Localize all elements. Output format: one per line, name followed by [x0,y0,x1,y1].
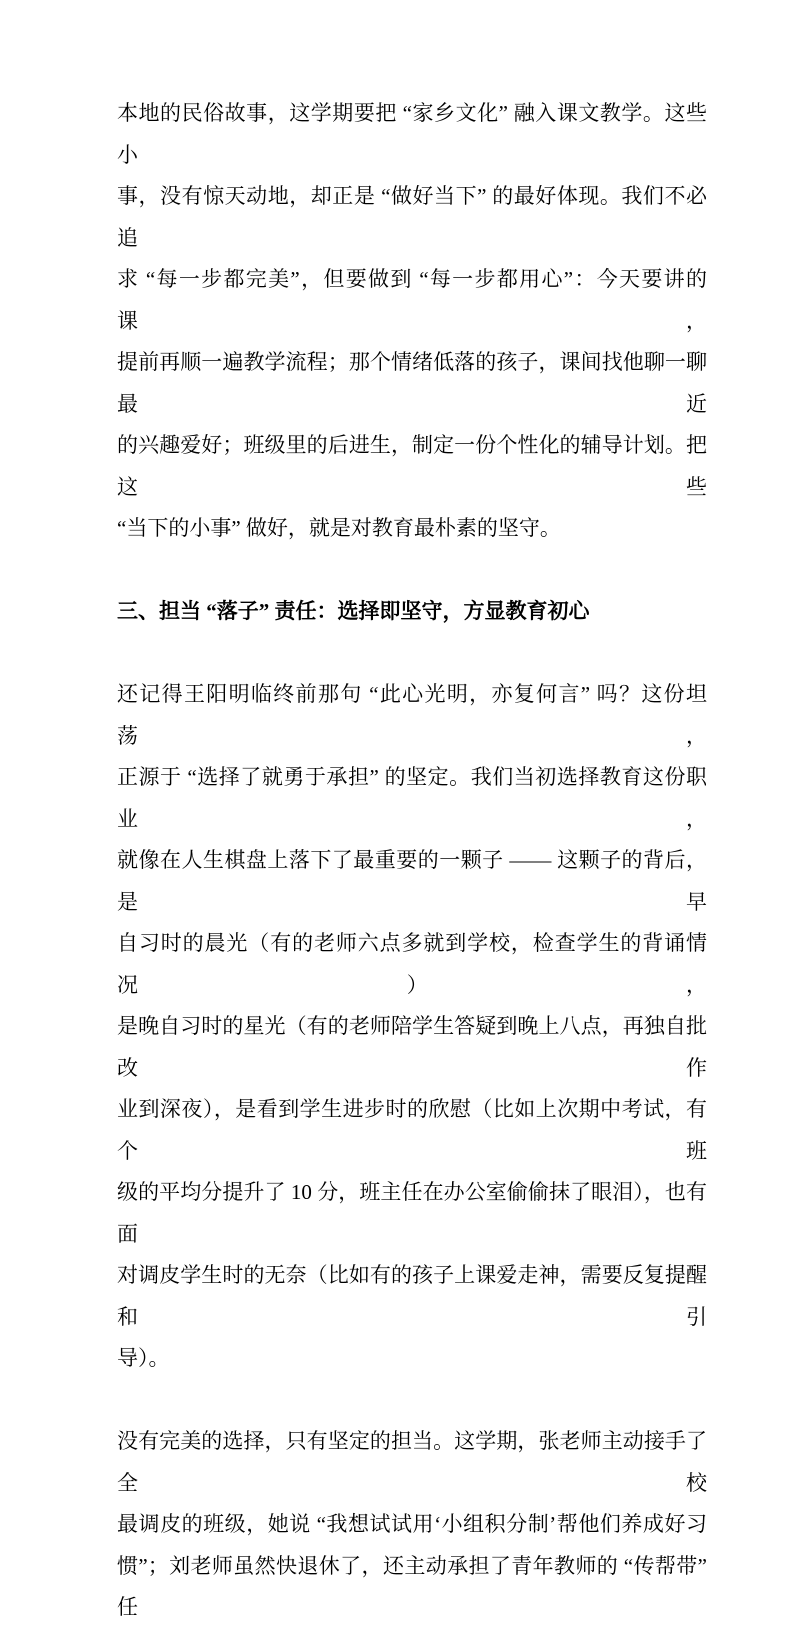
paragraph-wang-yangming [117,674,707,1380]
text-line: 导）。 [117,1346,170,1370]
text-line: 自习时的晨光（有的老师六点多就到学校，检查学生的背诵情况）， [117,931,707,997]
text-line: 对调皮学生时的无奈（比如有的孩子上课爱走神，需要反复提醒和引 [117,1263,707,1329]
text-line: 事，没有惊天动地，却正是 “做好当下” 的最好体现。我们不必追 [117,184,707,250]
text-line: 还记得王阳明临终前那句 “此心光明，亦复何言” 吗？这份坦荡， [117,682,707,748]
text-line: 本地的民俗故事，这学期要把 “家乡文化” 融入课文教学。这些小 [117,101,707,167]
text-line: 就像在人生棋盘上落下了最重要的一颗子 —— 这颗子的背后，是早 [117,848,707,914]
text-line: 最调皮的班级，她说 “我想试试用‘小组积分制’帮他们养成好习 [117,1512,707,1536]
section-heading-three [117,591,707,633]
text-line: 求 “每一步都完美”，但要做到 “每一步都用心”：今天要讲的课， [117,267,707,333]
text-line: 没有完美的选择，只有坚定的担当。这学期，张老师主动接手了全校 [117,1429,707,1495]
text-line: 是晚自习时的星光（有的老师陪学生答疑到晚上八点，再独自批改作 [117,1014,707,1080]
paragraph-no-perfect-choice [117,1421,707,1629]
text-line: 的兴趣爱好；班级里的后进生，制定一份个性化的辅导计划。把这些 [117,433,707,499]
text-line: 级的平均分提升了 10 分，班主任在办公室偷偷抹了眼泪），也有面 [117,1180,707,1246]
text-line: 提前再顺一遍教学流程；那个情绪低落的孩子，课间找他聊一聊最近 [117,350,707,416]
text-line: 正源于 “选择了就勇于承担” 的坚定。我们当初选择教育这份职业， [117,765,707,831]
heading-line: 三、担当 “落子” 责任：选择即坚守，方显教育初心 [117,599,590,623]
paragraph-doing-well-now [117,93,707,550]
text-line: 业到深夜），是看到学生进步时的欣慰（比如上次期中考试，有个班 [117,1097,707,1163]
text-line: 惯”；刘老师虽然快退休了，还主动承担了青年教师的 “传帮带” 任 [117,1553,707,1619]
text-line: “当下的小事” 做好，就是对教育最朴素的坚守。 [117,516,561,540]
